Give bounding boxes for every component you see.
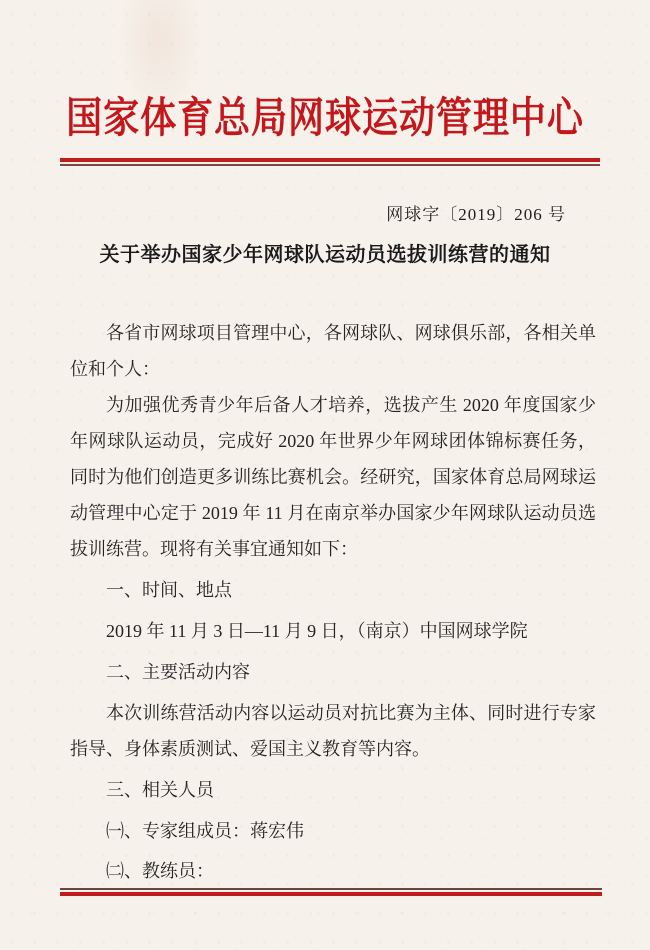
doc-number: 网球字〔2019〕206 号	[386, 205, 566, 224]
intro-paragraph: 为加强优秀青少年后备人才培养，选拔产生 2020 年度国家少年网球队运动员，完成好 2020 年世界少年网球团体锦标赛任务，同时为他们创造更多训练比赛机会。经研究，国家体育总局网球运动管理中心定于 2019 年 11 月在南京举办国家少年网球队运动员选拔训练营。现将有关事宜通知如下：	[70, 395, 596, 559]
section-1-heading: 一、时间、地点	[106, 580, 232, 600]
section-3-heading: 三、相关人员	[106, 780, 214, 800]
letterhead-divider	[60, 158, 600, 166]
letterhead-org-name: 国家体育总局网球运动管理中心	[66, 96, 584, 142]
letterhead	[0, 0, 650, 166]
section-3-item-2: ㈡、教练员：	[106, 861, 214, 881]
doc-body	[70, 315, 596, 889]
section-2-heading: 二、主要活动内容	[106, 662, 250, 682]
doc-title: 关于举办国家少年网球队运动员选拔训练营的通知	[99, 244, 551, 266]
section-3-item-1: ㈠、专家组成员：蒋宏伟	[106, 821, 304, 841]
salutation: 各省市网球项目管理中心，各网球队、网球俱乐部，各相关单位和个人：	[70, 323, 596, 379]
section-2-line-1: 本次训练营活动内容以运动员对抗比赛为主体、同时进行专家指导、身体素质测试、爱国主义教育等内容。	[70, 703, 596, 759]
section-1-line-1: 2019 年 11 月 3 日—11 月 9 日，（南京）中国网球学院	[106, 621, 528, 641]
footer-divider	[60, 888, 602, 896]
